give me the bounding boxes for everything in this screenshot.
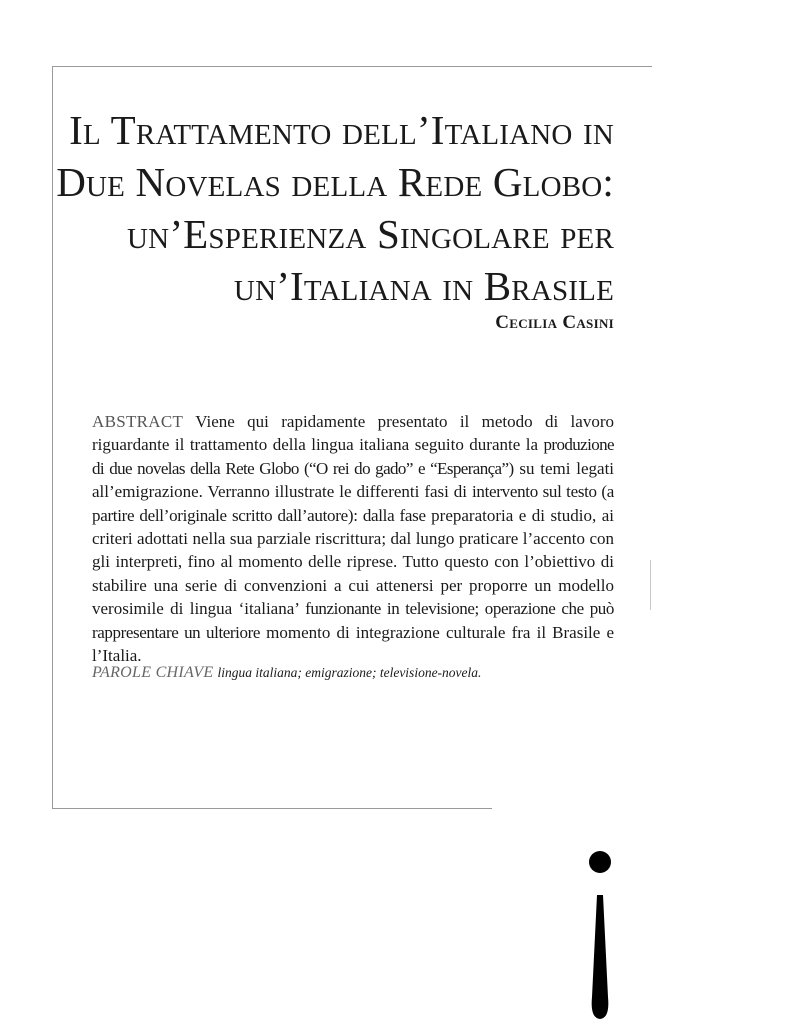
exclamation-dot [589, 851, 611, 873]
title-line-3: un’Esperienza Singolare per [127, 211, 614, 257]
author-name: Cecilia Casini [495, 312, 614, 333]
abstract-line-8: riprese. Tutto questo con l’obiettivo di stabilire una serie di convenzioni [92, 552, 614, 595]
keywords-block [92, 664, 632, 682]
abstract-line-5: intervento sul testo (a partire dell’originale scritto dall’autore): dalla fase [92, 482, 615, 525]
abstract-line-6: preparatoria e di studio, ai criteri adottati nella sua parziale riscrittura; [92, 505, 614, 549]
frame-top-rule [52, 66, 652, 67]
abstract-line-7: dal lungo praticare l’accento con gli interpreti, fino al momento delle [92, 529, 615, 572]
exclamation-bar [592, 895, 609, 1019]
frame-right-tick [650, 560, 651, 610]
title-line-1: Il Trattamento dell’Italiano in [69, 107, 614, 153]
keywords-label: PAROLE CHIAVE [92, 664, 214, 681]
abstract-line-3: produzione di due novelas della Rete Globo (“O rei do gado” e “Esperança”) [92, 435, 614, 478]
frame-bottom-rule [52, 808, 492, 809]
abstract-line-10: funzionante in televisione; operazione che può rappresentare un ulteriore [92, 599, 615, 642]
keywords-list: lingua italiana; emigrazione; televisione-novela. [217, 665, 482, 680]
abstract-line-4: su temi legati all’emigrazione. Verranno illustrate le differenti fasi di [92, 458, 615, 502]
abstract-block [92, 410, 614, 667]
article-title [54, 104, 614, 312]
abstract-line-9: a cui attenersi per proporre un modello verosimile di lingua ‘italiana’ [92, 575, 614, 619]
title-line-2: Due Novelas della Rede Globo: [56, 159, 614, 205]
abstract-label: ABSTRACT [92, 412, 184, 431]
title-line-4: un’Italiana in Brasile [233, 263, 614, 309]
exclamation-mark-icon [580, 842, 620, 1024]
abstract-line-11: momento di integrazione culturale fra il Brasile e l’Italia. [92, 622, 614, 666]
abstract-line-2: riguardante il trattamento della lingua italiana seguito durante la [92, 435, 539, 455]
frame-left-rule [52, 66, 53, 808]
abstract-line-1: Viene qui rapidamente presentato il metodo di lavoro [195, 412, 614, 431]
